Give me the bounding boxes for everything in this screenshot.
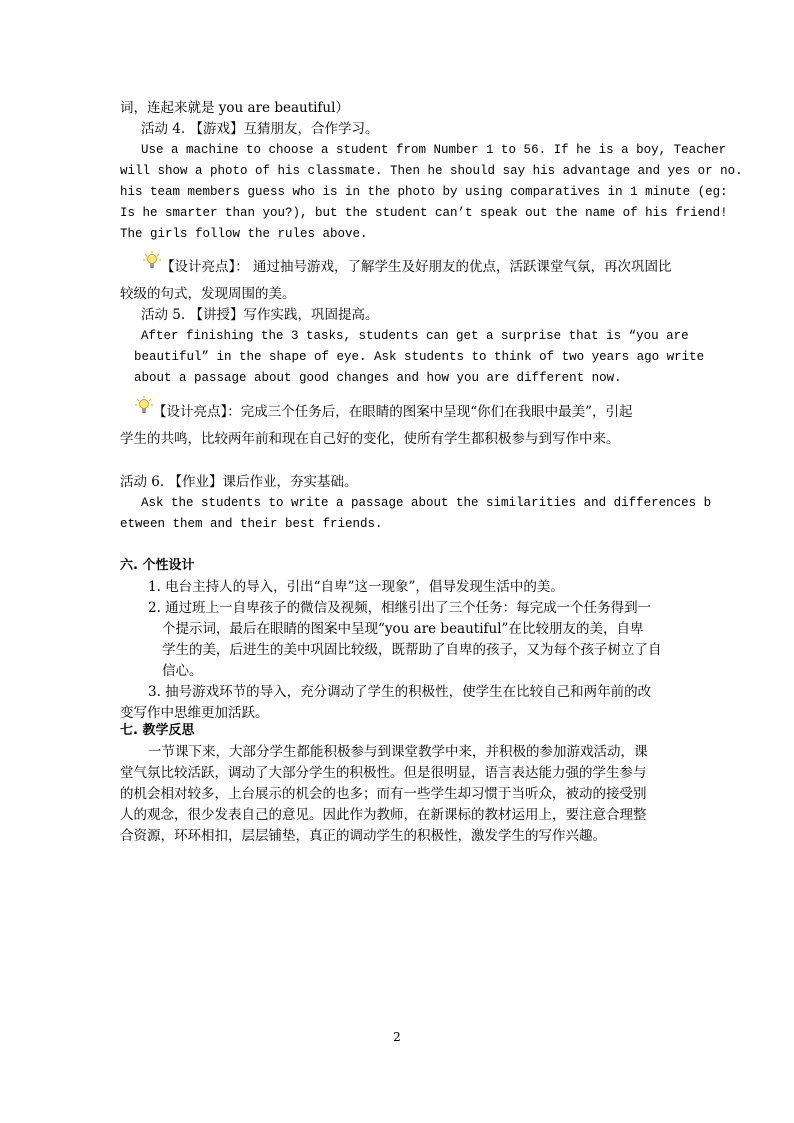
section-6-heading: 六. 个性设计 bbox=[120, 558, 195, 573]
text-line: will show a photo of his classmate. Then he should say his advantage and yes or no. bbox=[120, 164, 743, 178]
text-line: The girls follow the rules above. bbox=[120, 227, 368, 241]
list-item: 3. 抽号游戏环节的导入，充分调动了学生的积极性，使学生在比较自己和两年前的改 bbox=[148, 684, 652, 700]
lightbulb-icon bbox=[143, 251, 161, 269]
list-item: 2. 通过班上一自卑孩子的微信及视频，相继引出了三个任务：每完成一个任务得到一 bbox=[148, 600, 652, 616]
text-line: Is he smarter than you?), but the student can’t speak out the name of his friend! bbox=[120, 206, 728, 220]
text-line: 合资源，环环相扣，层层铺垫，真正的调动学生的积极性，激发学生的写作兴趣。 bbox=[120, 828, 606, 844]
text-line: 词，连起来就是 you are beautiful） bbox=[120, 100, 349, 116]
text-line: 学生的共鸣，比较两年前和现在自己好的变化，使所有学生都积极参与到写作中来。 bbox=[120, 431, 620, 447]
lightbulb-icon bbox=[135, 396, 153, 414]
activity-6-heading: 活动 6. 【作业】课后作业，夯实基础。 bbox=[120, 474, 358, 490]
text-line: 变写作中思维更加活跃。 bbox=[120, 705, 269, 721]
text-line: 信心。 bbox=[162, 663, 203, 679]
text-line: 一节课下来，大部分学生都能积极参与到课堂教学中来，并积极的参加游戏活动，课 bbox=[148, 744, 648, 760]
text-line: 个提示词，最后在眼睛的图案中呈现“you are beautiful”在比较朋友的美，自卑 bbox=[162, 621, 644, 637]
text-line: beautiful” in the shape of eye. Ask students to think of two years ago write bbox=[134, 350, 705, 364]
text-line: 较级的句式，发现周围的美。 bbox=[120, 286, 296, 302]
text-line: Ask the students to write a passage about the similarities and differences b bbox=[141, 496, 712, 510]
activity-4-heading: 活动 4. 【游戏】互猜朋友，合作学习。 bbox=[141, 121, 379, 137]
text-line: 的机会相对较多，上台展示的机会的也多；而有一些学生却习惯于当听众，被动的接受别 bbox=[120, 786, 647, 802]
design-highlight-1: 【设计亮点】： 通过抽号游戏，了解学生及好朋友的优点，活跃课堂气氛，再次巩固比 bbox=[161, 259, 672, 275]
list-item: 1. 电台主持人的导入，引出“自卑”这一现象”，倡导发现生活中的美。 bbox=[148, 579, 564, 595]
text-line: After finishing the 3 tasks, students can get a surprise that is “you are bbox=[141, 329, 689, 343]
activity-5-heading: 活动 5. 【讲授】写作实践，巩固提高。 bbox=[141, 307, 379, 323]
text-line: etween them and their best friends. bbox=[120, 517, 383, 531]
text-line: about a passage about good changes and how you are different now. bbox=[134, 371, 622, 385]
page-number: 2 bbox=[393, 1030, 401, 1044]
section-7-heading: 七. 教学反思 bbox=[120, 723, 195, 738]
design-highlight-2: 【设计亮点】：完成三个任务后，在眼睛的图案中呈现“你们在我眼中最美”，引起 bbox=[153, 404, 633, 420]
text-line: his team members guess who is in the photo by using comparatives in 1 minute (eg: bbox=[120, 185, 728, 199]
text-line: Use a machine to choose a student from Number 1 to 56. If he is a boy, Teacher bbox=[141, 143, 727, 157]
text-line: 学生的美，后进生的美中巩固比较级，既帮助了自卑的孩子，又为每个孩子树立了自 bbox=[162, 642, 662, 658]
text-line: 堂气氛比较活跃，调动了大部分学生的积极性。但是很明显，语言表达能力强的学生参与 bbox=[120, 765, 647, 781]
text-line: 人的观念，很少发表自己的意见。因此作为教师，在新课标的教材运用上，要注意合理整 bbox=[120, 807, 647, 823]
